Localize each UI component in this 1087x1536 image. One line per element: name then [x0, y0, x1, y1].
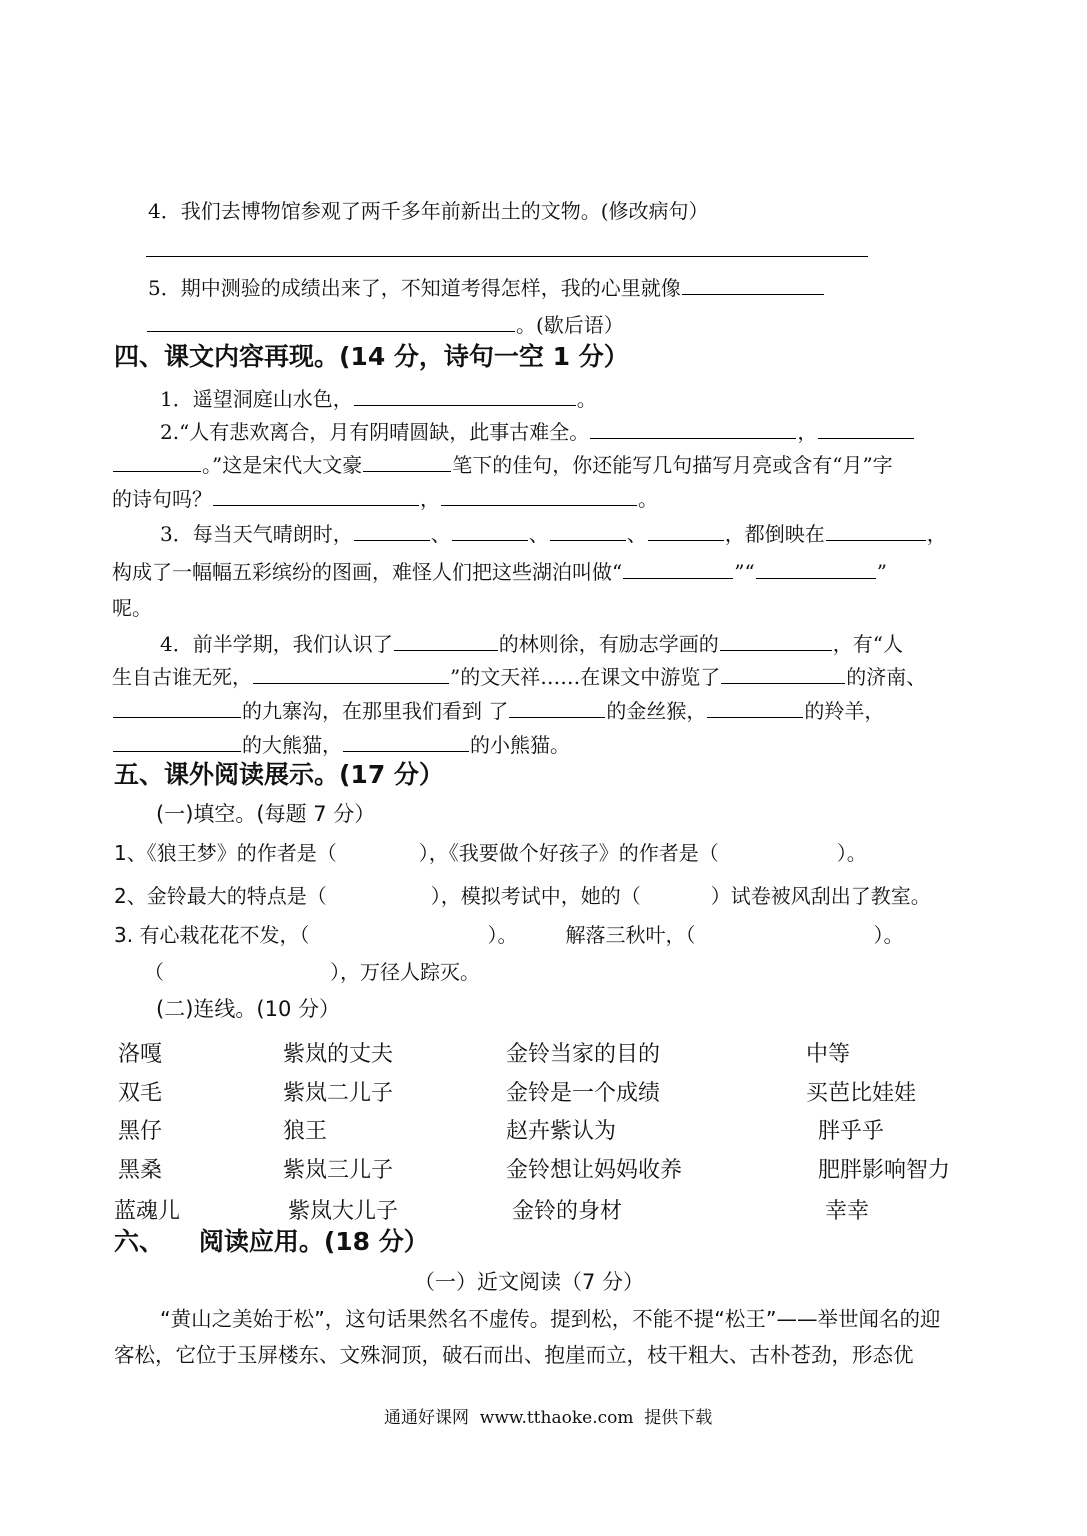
answer-blank[interactable] [113, 733, 241, 752]
section-4-heading: 四、课文内容再现。(14 分，诗句一空 1 分） [114, 342, 629, 371]
section-5-heading: 五、课外阅读展示。(17 分） [114, 760, 444, 789]
question-4-1: 1．遥望洞庭山水色， 。 [160, 387, 597, 411]
section-5-part2-title: (二)连线。(10 分） [156, 997, 340, 1021]
question-3-4: 4．我们去博物馆参观了两千多年前新出土的文物。(修改病句） [148, 199, 709, 223]
reading-paragraph-line: 客松，它位于玉屏楼东、文殊洞顶，破石而出、抱崖而立，枝干粗大、古朴苍劲，形态优 [114, 1343, 914, 1367]
answer-blank[interactable] [707, 699, 803, 718]
answer-blank[interactable] [354, 522, 430, 541]
answer-blank[interactable] [682, 276, 824, 295]
answer-blank[interactable] [550, 522, 626, 541]
answer-blank[interactable] [818, 420, 914, 439]
reading-paragraph-line: “黄山之美始于松”，这句话果然名不虚传。提到松，不能不提“松王”——举世闻名的迎 [160, 1307, 941, 1331]
question-4-4: 4．前半学期，我们认识了 的林则徐，有励志学画的 ，有“人 [160, 632, 903, 656]
answer-blank[interactable] [452, 522, 528, 541]
question-4-4-cont2: 的九寨沟，在那里我们看到 了 的金丝猴， 的羚羊， [112, 699, 884, 721]
question-4-3-cont: 构成了一幅幅五彩缤纷的图画，难怪人们把这些湖泊叫做“ ”“ ” [112, 560, 887, 584]
match-left-item-b[interactable]: 金铃当家的目的 [506, 1042, 661, 1067]
answer-blank[interactable] [623, 560, 733, 579]
question-4-4-cont: 生自古谁无死， ”的文天祥……在课文中游览了 的济南、 [112, 665, 927, 689]
question-4-2: 2.“人有悲欢离合，月有阴晴圆缺，此事古难全。 ， [160, 420, 915, 442]
answer-blank[interactable] [113, 453, 201, 472]
match-left-item-b[interactable]: 赵卉紫认为 [506, 1119, 617, 1144]
question-4-4-cont3: 的大熊猫， 的小熊猫。 [112, 733, 570, 755]
question-4-2-cont2: 的诗句吗？ ， 。 [112, 487, 658, 511]
question-5-2: 2、金铃最大的特点是（ ），模拟考试中，她的（ ）试卷被风刮出了教室。 [114, 884, 931, 908]
answer-blank[interactable] [648, 522, 724, 541]
answer-line[interactable] [146, 256, 868, 257]
match-left-item[interactable]: 蓝魂儿 [114, 1199, 181, 1224]
answer-blank[interactable] [394, 632, 498, 651]
question-3-5: 5．期中测验的成绩出来了，不知道考得怎样，我的心里就像 [148, 276, 825, 298]
question-4-2-cont: 。”这是宋代大文豪 笔下的佳句，你还能写几句描写月亮或含有“月”字 [112, 453, 893, 475]
answer-blank[interactable] [363, 453, 451, 472]
answer-blank[interactable] [756, 560, 876, 579]
answer-blank[interactable] [826, 522, 926, 541]
question-5-3-cont: （ ），万径人踪灭。 [144, 960, 480, 984]
section-6-part1-title: （一）近文阅读（7 分） [414, 1270, 645, 1294]
match-right-item[interactable]: 幸幸 [825, 1199, 870, 1224]
answer-blank[interactable] [147, 313, 515, 332]
match-mid-item[interactable]: 狼王 [283, 1119, 328, 1144]
match-left-item[interactable]: 黑桑 [118, 1158, 163, 1183]
match-left-item-b[interactable]: 金铃想让妈妈收养 [506, 1158, 683, 1183]
match-right-item[interactable]: 胖乎乎 [818, 1119, 885, 1144]
section-5-part1-title: (一)填空。(每题 7 分） [156, 802, 376, 826]
question-4-3-cont2: 呢。 [112, 596, 152, 620]
match-left-item[interactable]: 洛嘎 [118, 1042, 163, 1067]
match-right-item[interactable]: 买芭比娃娃 [806, 1081, 917, 1106]
answer-blank[interactable] [509, 699, 605, 718]
question-4-3: 3．每当天气晴朗时， 、 、 、 ，都倒映在 ， [160, 522, 947, 546]
answer-blank[interactable] [721, 665, 845, 684]
answer-blank[interactable] [441, 487, 637, 506]
answer-blank[interactable] [253, 665, 449, 684]
question-5-3: 3. 有心栽花花不发，（ ）。 解落三秋叶，（ ）。 [114, 923, 904, 947]
match-mid-item[interactable]: 紫岚三儿子 [283, 1158, 394, 1183]
answer-blank[interactable] [213, 487, 419, 506]
match-right-item[interactable]: 中等 [806, 1042, 851, 1067]
question-3-5-cont: 。(歇后语） [146, 313, 624, 335]
match-mid-item[interactable]: 紫岚大儿子 [288, 1199, 399, 1224]
answer-blank[interactable] [720, 632, 832, 651]
match-left-item[interactable]: 双毛 [118, 1081, 163, 1106]
match-left-item-b[interactable]: 金铃的身材 [512, 1199, 623, 1224]
answer-blank[interactable] [590, 420, 796, 439]
match-left-item-b[interactable]: 金铃是一个成绩 [506, 1081, 661, 1106]
section-6-heading: 六、 阅读应用。(18 分） [114, 1227, 429, 1256]
question-5-1: 1、《狼王梦》的作者是（ ），《我要做个好孩子》的作者是（ ）。 [114, 841, 867, 865]
answer-blank[interactable] [113, 699, 241, 718]
answer-blank[interactable] [354, 387, 576, 406]
match-mid-item[interactable]: 紫岚二儿子 [283, 1081, 394, 1106]
match-right-item[interactable]: 肥胖影响智力 [818, 1158, 951, 1183]
answer-blank[interactable] [343, 733, 469, 752]
match-mid-item[interactable]: 紫岚的丈夫 [283, 1042, 394, 1067]
match-left-item[interactable]: 黑仔 [118, 1119, 163, 1144]
page-footer: 通通好课网 www.tthaoke.com 提供下载 [384, 1408, 713, 1428]
